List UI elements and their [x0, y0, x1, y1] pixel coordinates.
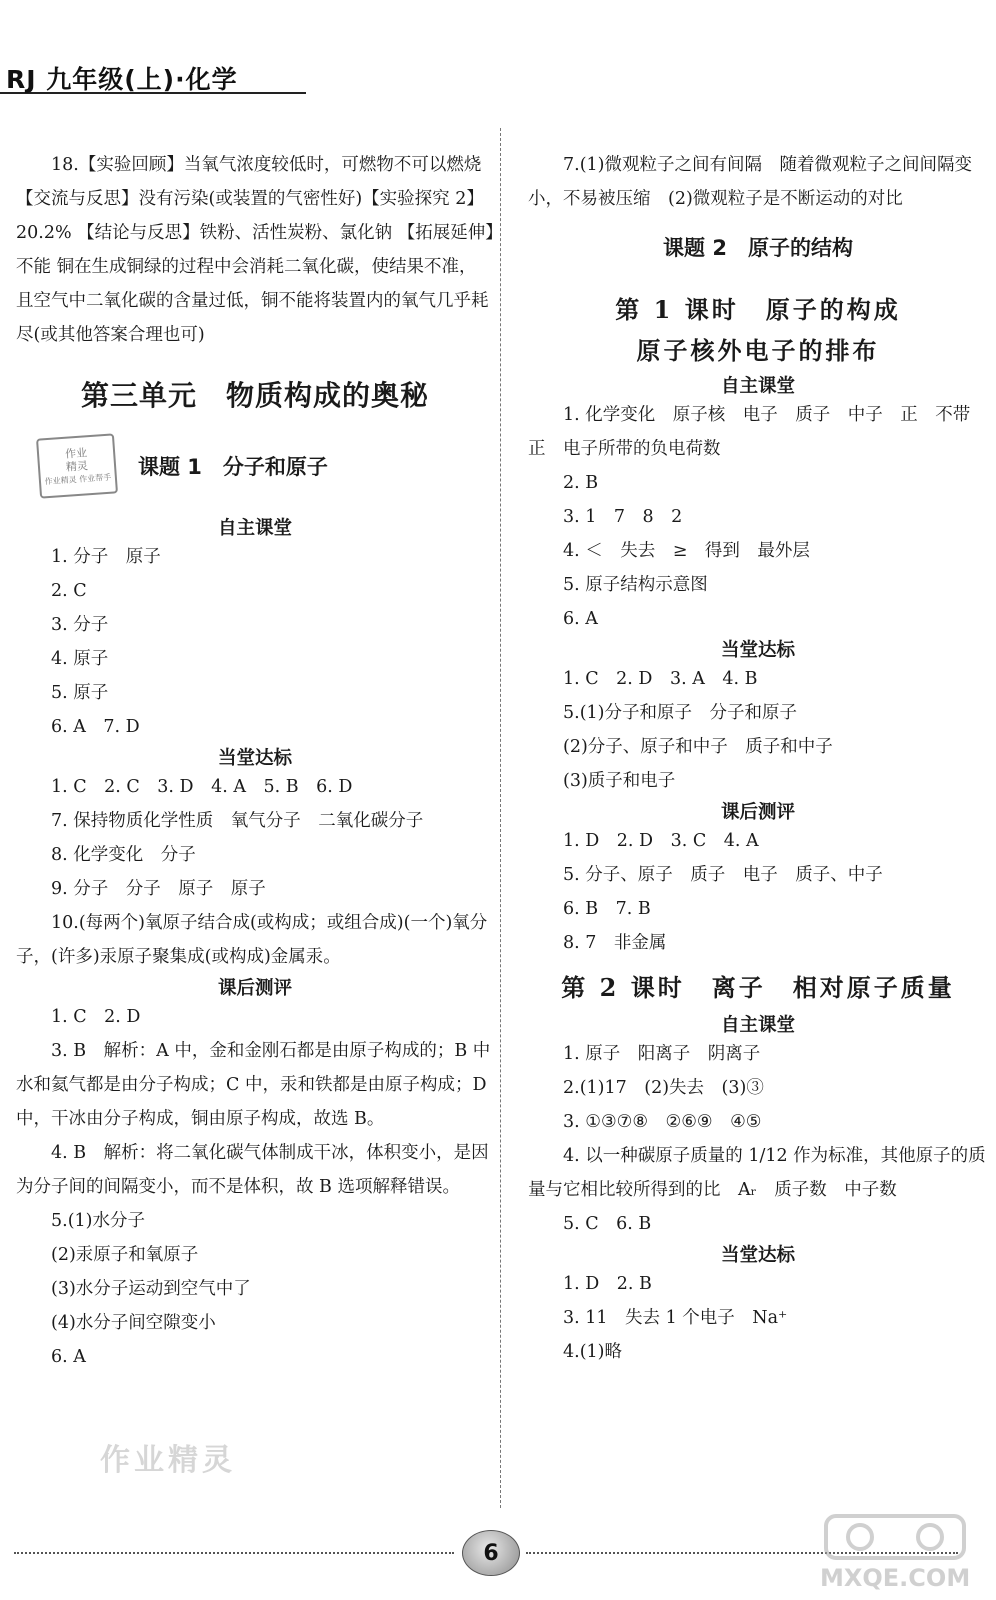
answer-line: 6. A 7. D — [51, 717, 140, 737]
answer-line: 4. B 解析：将二氧化碳气体制成干冰，体积变小，是因为分子间的间隔变小，而不是体积，故 B 选项解释错误。 — [16, 1143, 489, 1197]
answer-line: 4.(1)略 — [563, 1342, 622, 1362]
answer-line: (3)质子和电子 — [563, 771, 676, 791]
watermark-left: 作业精灵 — [100, 1443, 236, 1478]
answer-line: 9. 分子 分子 原子 原子 — [51, 879, 266, 899]
section-heading: 课后测评 — [720, 802, 795, 823]
answer-line: 1. C 2. C 3. D 4. A 5. B 6. D — [51, 777, 353, 797]
header-title: RJ 九年级(上)·化学 — [6, 65, 238, 94]
answer-7: 7.(1)微观粒子之间有间隔 随着微观粒子之间间隔变小，不易被压缩 (2)微观粒子是不断运动的对比 — [528, 155, 972, 209]
answer-line: 3. 分子 — [51, 615, 109, 635]
answer-line: 2. B — [563, 473, 599, 493]
answer-line: 3. 1 7 8 2 — [563, 507, 683, 527]
answer-line: 3. B 解析：A 中，金和金刚石都是由原子构成的；B 中水和氦气都是由分子构成；C 中，汞和铁都是由原子构成；D 中，干冰由分子构成，铜由原子构成，故选 B。 — [16, 1041, 491, 1129]
answer-18: 18.【实验回顾】当氧气浓度较低时，可燃物不可以燃烧 【交流与反思】没有污染(或装置的气密性好)【实验探究 2】20.2% 【结论与反思】铁粉、活性炭粉、氯化钠 【拓展延伸】不能 铜在生成铜绿的过程中会消耗二氧化碳，使结果不准，且空气中二氧化碳的含量过低，铜不能将装置内的氧气几乎耗尽(或其他答案合理也可) — [16, 155, 494, 345]
section-heading: 自主课堂 — [720, 376, 795, 397]
watermark-logo — [820, 1510, 970, 1592]
answer-line: 10.(每两个)氧原子结合成(或构成；或组合成)(一个)氧分子，(许多)汞原子聚集成(或构成)金属汞。 — [16, 913, 488, 967]
section-heading: 自主课堂 — [217, 518, 292, 539]
answer-line: 6. B 7. B — [563, 899, 651, 919]
answer-line: 5. 分子、原子 质子 电子 质子、中子 — [563, 865, 883, 885]
answer-line: 3. ①③⑦⑧ ②⑥⑨ ④⑤ — [563, 1112, 762, 1132]
answer-line: 1. 原子 阳离子 阴离子 — [563, 1044, 761, 1064]
answer-line: 4. ＜ 失去 ≥ 得到 最外层 — [563, 541, 810, 561]
column-divider — [500, 128, 501, 1508]
answer-line: 7. 保持物质化学性质 氧气分子 二氧化碳分子 — [51, 811, 424, 831]
section-heading: 当堂达标 — [720, 640, 795, 661]
stamp-logo: 作业 精灵 作业精灵 作业帮手 — [36, 433, 118, 498]
answer-line: 8. 7 非金属 — [563, 933, 667, 953]
answer-line: 1. C 2. D 3. A 4. B — [563, 669, 758, 689]
answer-line: (4)水分子间空隙变小 — [51, 1313, 216, 1333]
unit-title: 第三单元 物质构成的奥秘 — [80, 379, 429, 412]
answer-line: 1. D 2. D 3. C 4. A — [563, 831, 759, 851]
footer-dotted-line — [14, 1552, 454, 1554]
answer-line: 1. C 2. D — [51, 1007, 141, 1027]
lesson-subtitle: 原子核外电子的排布 — [636, 336, 880, 365]
answer-line: 1. D 2. B — [563, 1274, 652, 1294]
page-number-badge — [462, 1530, 520, 1576]
answer-line: 6. A — [51, 1347, 86, 1367]
answer-line: 3. 11 失去 1 个电子 Na⁺ — [563, 1308, 788, 1328]
topic-title: 课题 1 分子和原子 — [138, 455, 328, 479]
answer-line: 5. 原子 — [51, 683, 109, 703]
answer-line: 5. C 6. B — [563, 1214, 652, 1234]
section-heading: 自主课堂 — [720, 1015, 795, 1036]
answer-line: 6. A — [563, 609, 598, 629]
answer-line: 4. 以一种碳原子质量的 1/12 作为标准，其他原子的质量与它相比较所得到的比 Aᵣ 质子数 中子数 — [528, 1146, 986, 1200]
answer-line: 1. 分子 原子 — [51, 547, 161, 567]
answer-line: (2)分子、原子和中子 质子和中子 — [563, 737, 833, 757]
answer-line: 4. 原子 — [51, 649, 109, 669]
right-column — [528, 148, 988, 1369]
watermark-text: MXQE.COM — [820, 1564, 971, 1592]
page-number: 6 — [483, 1540, 499, 1566]
answer-line: 8. 化学变化 分子 — [51, 845, 196, 865]
answer-line: 5. 原子结构示意图 — [563, 575, 708, 595]
left-column — [16, 148, 494, 1374]
answer-line: 2.(1)17 (2)失去 (3)③ — [563, 1078, 764, 1098]
lesson-title: 第 2 课时 离子 相对原子质量 — [561, 973, 955, 1002]
watermark-logo-icon — [820, 1510, 970, 1564]
answer-line: 1. 化学变化 原子核 电子 质子 中子 正 不带 正 电子所带的负电荷数 — [528, 405, 988, 459]
section-heading: 当堂达标 — [217, 748, 292, 769]
answer-line: (2)汞原子和氧原子 — [51, 1245, 199, 1265]
lesson-title: 第 1 课时 原子的构成 — [615, 295, 901, 324]
topic-title: 课题 2 原子的结构 — [663, 236, 853, 260]
answer-line: 5.(1)分子和原子 分子和原子 — [563, 703, 797, 723]
answer-line: (3)水分子运动到空气中了 — [51, 1279, 251, 1299]
page-header — [0, 52, 306, 94]
topic-row — [16, 436, 494, 496]
answer-line: 5.(1)水分子 — [51, 1211, 145, 1231]
section-heading: 当堂达标 — [720, 1245, 795, 1266]
answer-line: 2. C — [51, 581, 87, 601]
section-heading: 课后测评 — [217, 978, 292, 999]
